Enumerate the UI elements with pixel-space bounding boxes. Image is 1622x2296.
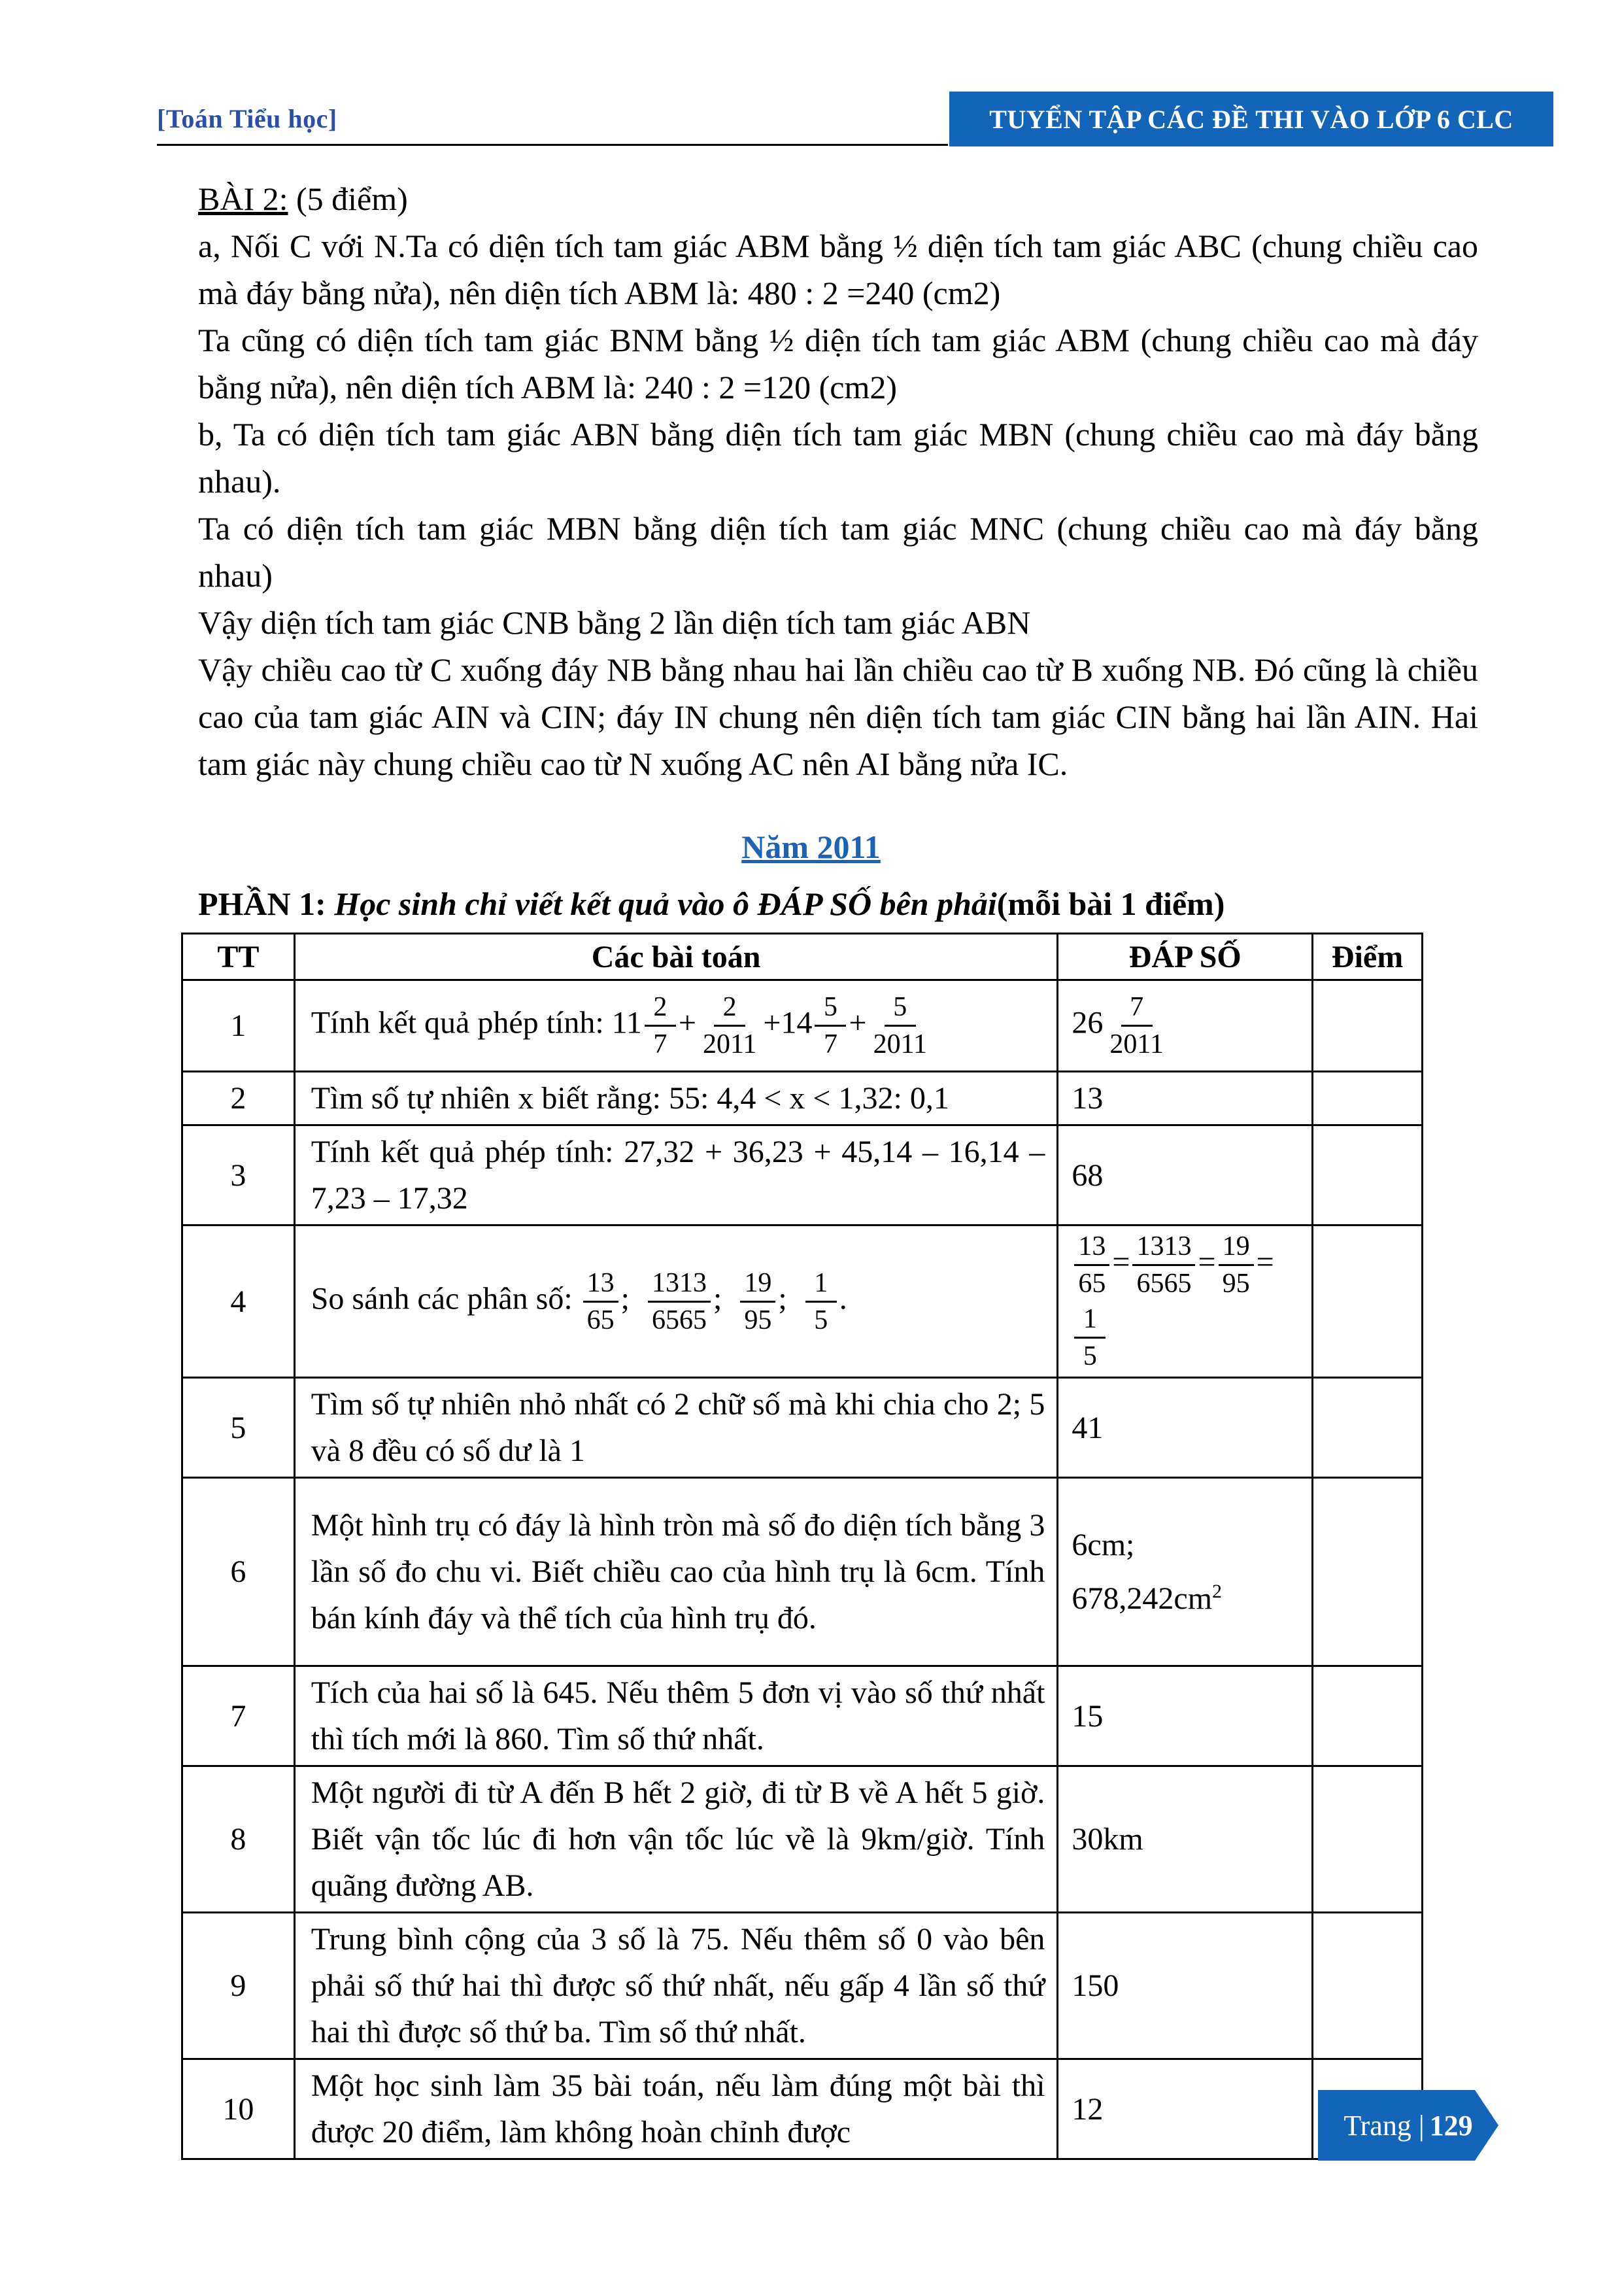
score-cell [1313,1378,1423,1478]
header-score: Điểm [1313,934,1423,980]
table-row [182,1478,1423,1666]
fraction [645,989,676,1062]
fraction [1074,1301,1106,1374]
table-row [182,1125,1423,1225]
score-cell [1313,1666,1423,1766]
denominator: 5 [814,1305,828,1335]
superscript: 2 [1212,1581,1223,1602]
row-number: 8 [182,1766,295,1913]
bai2-title: BÀI 2: [198,180,288,217]
table-row [182,1766,1423,1913]
answer-fraction [1106,989,1167,1062]
numerator: 2 [645,989,676,1027]
mixed-whole: 14 [781,1005,813,1040]
denominator: 95 [1222,1269,1250,1299]
problem-cell: Tích của hai số là 645. Nếu thêm 5 đơn vị vào số thứ nhất thì tích mới là 860. Tìm số thứ nhất. [294,1666,1058,1766]
row-number: 7 [182,1666,295,1766]
denominator: 5 [1083,1341,1097,1371]
numerator: 7 [1121,989,1153,1027]
page-label: Trang [1343,2109,1411,2142]
separator: ; [778,1281,787,1316]
bai2-paragraph: Ta cũng có diện tích tam giác BNM bằng ½ diện tích tam giác ABM (chung chiều cao mà đáy bằng nửa), nên diện tích ABM là: 240 : 2 =120 (cm2) [198,322,1478,405]
problem-cell: Tìm số tự nhiên nhỏ nhất có 2 chữ số mà khi chia cho 2; 5 và 8 đều có số dư là 1 [294,1378,1058,1478]
denominator: 7 [823,1029,837,1059]
table-row [182,1913,1423,2059]
part1-label: PHẦN 1: [198,885,326,922]
score-cell [1313,1072,1423,1125]
row-number: 5 [182,1378,295,1478]
problem-cell: Một hình trụ có đáy là hình tròn mà số đo diện tích bằng 3 lần số đo chu vi. Biết chiều cao của hình trụ là 6cm. Tính bán kính đáy và thể tích của hình trụ đó. [294,1478,1058,1666]
score-cell [1313,980,1423,1072]
table-row [182,1666,1423,1766]
answer-line: 6cm; [1072,1528,1135,1562]
separator: ; [713,1281,722,1316]
row-number: 1 [182,980,295,1072]
equals-sign: = [1256,1244,1274,1280]
table-header-row [182,934,1423,980]
denominator: 2011 [1109,1029,1164,1059]
period: . [839,1281,847,1316]
page-number: 129 [1429,2109,1473,2142]
numerator: 1 [1074,1301,1106,1339]
equals-sign: = [1112,1244,1130,1280]
bai2-paragraph: Ta có diện tích tam giác MBN bằng diện tích tam giác MNC (chung chiều cao mà đáy bằng nhau) [198,510,1478,594]
year-title: Năm 2011 [741,829,881,865]
fraction [583,1265,618,1338]
answer-cell [1058,1478,1313,1666]
row-number: 10 [182,2059,295,2159]
plus-sign: + [849,1005,867,1040]
row-number: 6 [182,1478,295,1666]
page-number-text [1318,2090,1498,2161]
answer-cell: 150 [1058,1913,1313,2059]
numerator: 1 [805,1265,837,1303]
answer-line [1072,1568,1300,1622]
bai2-heading [198,175,1478,222]
table-row [182,980,1423,1072]
denominator: 6565 [652,1305,707,1335]
part1-instruction-text: Học sinh chỉ viết kết quả vào ô ĐÁP SỐ bên phải [334,885,997,922]
problem-cell [294,980,1058,1072]
numerator: 19 [1219,1229,1254,1266]
page-separator: | [1418,2109,1425,2142]
score-cell [1313,1478,1423,1666]
denominator: 65 [586,1305,615,1335]
header-right-banner: TUYỂN TẬP CÁC ĐỀ THI VÀO LỚP 6 CLC [949,92,1553,146]
plus-sign: + [763,1005,781,1040]
score-cell [1313,1225,1423,1378]
part1-instruction [198,880,1225,927]
score-cell [1313,1913,1423,2059]
bai2-solution [198,175,1478,787]
table-row [182,1225,1423,1378]
row-number: 2 [182,1072,295,1125]
numerator: 2 [714,989,745,1027]
separator: ; [620,1281,630,1316]
problem-text: So sánh các phân số: [311,1281,581,1316]
header-problems: Các bài toán [294,934,1058,980]
row-number: 4 [182,1225,295,1378]
numerator: 1313 [1132,1229,1195,1266]
denominator: 2011 [702,1029,757,1059]
bai2-points: (5 điểm) [296,180,408,217]
fraction [805,1265,837,1338]
numerator: 13 [1074,1229,1109,1266]
fraction [1132,1229,1195,1301]
denominator: 2011 [873,1029,928,1059]
table-row [182,1378,1423,1478]
answer-cell: 12 [1058,2059,1313,2159]
problem-cell: Trung bình cộng của 3 số là 75. Nếu thêm số 0 vào bên phải số thứ hai thì được số thứ nhất, nếu gấp 4 lần số thứ hai thì được số thứ ba. Tìm số thứ nhất. [294,1913,1058,2059]
page-number-badge [1318,2090,1491,2161]
mixed-whole: 11 [611,1005,642,1040]
numerator: 5 [885,989,916,1027]
header-rule [157,144,948,146]
fraction [1219,1229,1254,1301]
fraction [870,989,931,1062]
questions-table [181,933,1423,2160]
equals-sign: = [1198,1244,1216,1280]
fraction [699,989,760,1062]
numerator: 19 [740,1265,775,1303]
numerator: 13 [583,1265,618,1303]
header-tt: TT [182,934,295,980]
answer-cell: 13 [1058,1072,1313,1125]
problem-cell: Tính kết quả phép tính: 27,32 + 36,23 + 45,14 – 16,14 – 7,23 – 17,32 [294,1125,1058,1225]
fraction [1074,1229,1109,1301]
table-row [182,2059,1423,2159]
row-number: 3 [182,1125,295,1225]
answer-cell: 68 [1058,1125,1313,1225]
score-cell [1313,1766,1423,1913]
bai2-paragraph: Vậy diện tích tam giác CNB bằng 2 lần diện tích tam giác ABN [198,604,1031,641]
problem-cell: Tìm số tự nhiên x biết rằng: 55: 4,4 < x < 1,32: 0,1 [294,1072,1058,1125]
header-left-title: [Toán Tiểu học] [157,104,337,133]
denominator: 95 [744,1305,772,1335]
answer-cell [1058,1225,1313,1378]
numerator: 5 [815,989,846,1027]
bai2-paragraph: b, Ta có diện tích tam giác ABN bằng diện tích tam giác MBN (chung chiều cao mà đáy bằng nhau). [198,416,1478,500]
problem-text: Tính kết quả phép tính: [311,1005,612,1040]
answer-volume: 678,242cm [1072,1581,1213,1616]
header-answer: ĐÁP SỐ [1058,934,1313,980]
problem-cell: Một người đi từ A đến B hết 2 giờ, đi từ B về A hết 5 giờ. Biết vận tốc lúc đi hơn vận tốc lúc về là 9km/giờ. Tính quãng đường AB. [294,1766,1058,1913]
denominator: 7 [653,1029,667,1059]
fraction [648,1265,711,1338]
denominator: 65 [1078,1269,1106,1299]
denominator: 6565 [1136,1269,1192,1299]
bai2-paragraph: Vậy chiều cao từ C xuống đáy NB bằng nhau hai lần chiều cao từ B xuống NB. Đó cũng là chiều cao của tam giác AIN và CIN; đáy IN chung nên diện tích tam giác CIN bằng hai lần AIN. Hai tam giác này chung chiều cao từ N xuống AC nên AI bằng nửa IC. [198,651,1478,782]
numerator: 1313 [648,1265,711,1303]
answer-cell [1058,980,1313,1072]
fraction [740,1265,775,1338]
answer-cell: 41 [1058,1378,1313,1478]
table-row [182,1072,1423,1125]
row-number: 9 [182,1913,295,2059]
answer-whole: 26 [1072,1005,1104,1040]
score-cell [1313,1125,1423,1225]
answer-cell: 30km [1058,1766,1313,1913]
bai2-paragraph: a, Nối C với N.Ta có diện tích tam giác ABM bằng ½ diện tích tam giác ABC (chung chiều cao mà đáy bằng nửa), nên diện tích ABM là: 480 : 2 =240 (cm2) [198,228,1478,311]
fraction [815,989,846,1062]
problem-cell: Một học sinh làm 35 bài toán, nếu làm đúng một bài thì được 20 điểm, làm không hoàn chỉnh được [294,2059,1058,2159]
problem-cell [294,1225,1058,1378]
plus-sign: + [678,1005,696,1040]
part1-note: (mỗi bài 1 điểm) [996,885,1225,922]
answer-cell: 15 [1058,1666,1313,1766]
